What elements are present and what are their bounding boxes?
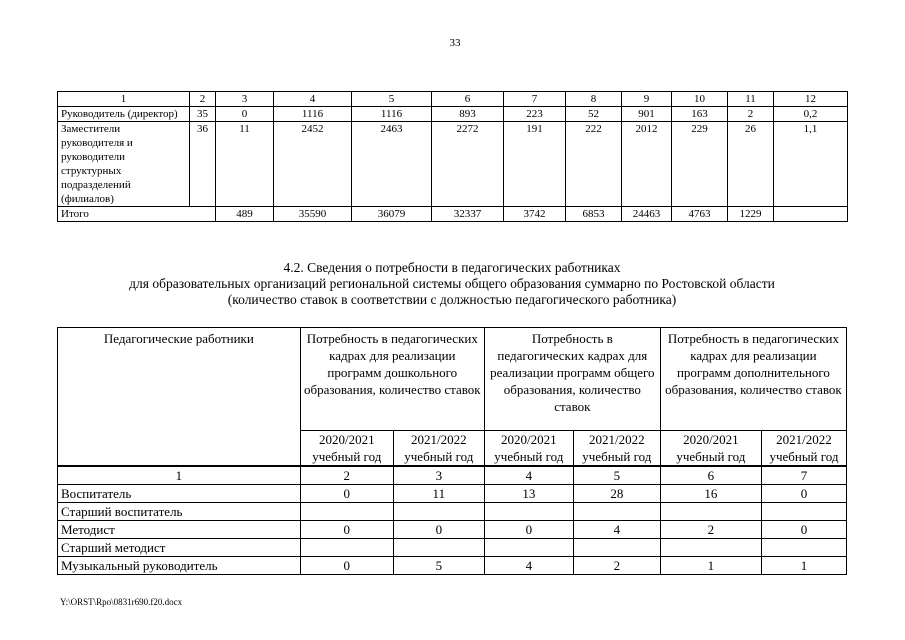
table-cell (393, 539, 484, 557)
table-cell (393, 503, 484, 521)
table-cell: 52 (566, 107, 622, 122)
table-cell: 28 (573, 485, 660, 503)
table-cell: 6 (432, 92, 504, 107)
table-cell: 36079 (352, 207, 432, 222)
table-cell: 4 (484, 466, 573, 485)
table-cell: 0 (216, 107, 274, 122)
table-cell: 4 (484, 557, 573, 575)
table-cell: 4 (274, 92, 352, 107)
table-cell: 10 (672, 92, 728, 107)
row-label: Музыкальный руководитель (58, 557, 301, 575)
table-cell: 1 (761, 557, 846, 575)
table-cell: 2 (300, 466, 393, 485)
table-cell: 0 (300, 521, 393, 539)
row-label: Методист (58, 521, 301, 539)
table-cell (300, 503, 393, 521)
row-label: Старший методист (58, 539, 301, 557)
table-cell: 0 (300, 557, 393, 575)
table-cell: 1116 (274, 107, 352, 122)
table-cell: 11 (216, 122, 274, 207)
staff-count-table (57, 91, 848, 222)
table-cell (660, 539, 761, 557)
table-cell (573, 539, 660, 557)
heading-line: 4.2. Сведения о потребности в педагогических работниках (283, 260, 621, 275)
total-row (58, 207, 848, 222)
table-cell: 8 (566, 92, 622, 107)
heading-line: для образовательных организаций региональной системы общего образования суммарно по Ростовской области (129, 276, 775, 291)
table-cell: 1229 (728, 207, 774, 222)
table-cell: 35590 (274, 207, 352, 222)
table-cell (774, 207, 848, 222)
row-label: Руководитель (директор) (58, 107, 190, 122)
table-cell (761, 539, 846, 557)
table-cell: 7 (504, 92, 566, 107)
table-cell (660, 503, 761, 521)
table-row (58, 122, 848, 207)
year-header: 2021/2022 учебный год (761, 431, 846, 467)
table-cell: 489 (216, 207, 274, 222)
table-cell: 1 (58, 466, 301, 485)
table-cell: 9 (622, 92, 672, 107)
table-cell: 13 (484, 485, 573, 503)
section-heading (57, 260, 847, 308)
table-row (58, 521, 847, 539)
table-cell: 2463 (352, 122, 432, 207)
table-cell: 163 (672, 107, 728, 122)
table-row (58, 503, 847, 521)
table-cell: 222 (566, 122, 622, 207)
year-header: 2020/2021 учебный год (660, 431, 761, 467)
table-cell: 32337 (432, 207, 504, 222)
table-cell: 1 (58, 92, 190, 107)
row-label: Старший воспитатель (58, 503, 301, 521)
table-cell: 0 (484, 521, 573, 539)
table-cell: 3 (393, 466, 484, 485)
table-cell: 223 (504, 107, 566, 122)
table-cell: 1116 (352, 107, 432, 122)
year-header: 2020/2021 учебный год (300, 431, 393, 467)
row-label: Заместители руководителя и руководители структурных подразделений (филиалов) (58, 122, 190, 207)
table-cell: 4 (573, 521, 660, 539)
table-cell: 5 (573, 466, 660, 485)
table-cell: 2452 (274, 122, 352, 207)
row-label: Воспитатель (58, 485, 301, 503)
table-cell: 4763 (672, 207, 728, 222)
table-cell: 1 (660, 557, 761, 575)
heading-line: (количество ставок в соответствии с должностью педагогического работника) (227, 292, 677, 307)
total-label: Итого (58, 207, 216, 222)
table-cell: 36 (190, 122, 216, 207)
table-cell: 5 (352, 92, 432, 107)
table-cell (573, 503, 660, 521)
table-cell: 2012 (622, 122, 672, 207)
table-cell (484, 539, 573, 557)
table-cell (300, 539, 393, 557)
page-number: 33 (449, 37, 461, 49)
table-row (58, 539, 847, 557)
table-cell: 2 (573, 557, 660, 575)
teacher-demand-table (57, 327, 847, 575)
table-cell (761, 503, 846, 521)
table-cell: 5 (393, 557, 484, 575)
table-cell: 0,2 (774, 107, 848, 122)
table-cell: 6 (660, 466, 761, 485)
table-cell: 16 (660, 485, 761, 503)
table-cell: 11 (728, 92, 774, 107)
table-cell: 229 (672, 122, 728, 207)
table-cell: 2 (190, 92, 216, 107)
table-cell: 35 (190, 107, 216, 122)
footer-file-path: Y:\ORST\Rpo\0831r690.f20.docx (60, 597, 183, 607)
table-row (58, 557, 847, 575)
column-header: Педагогические работники (58, 328, 301, 467)
table-cell: 6853 (566, 207, 622, 222)
table-cell: 2272 (432, 122, 504, 207)
table-cell: 901 (622, 107, 672, 122)
table-cell: 11 (393, 485, 484, 503)
table-cell: 2 (728, 107, 774, 122)
table-cell: 0 (393, 521, 484, 539)
table-header-row (58, 328, 847, 431)
table-cell: 0 (761, 485, 846, 503)
table-cell: 26 (728, 122, 774, 207)
table-cell: 3742 (504, 207, 566, 222)
table-cell (484, 503, 573, 521)
column-group-header: Потребность в педагогических кадрах для реализации программ дошкольного образования, количество ставок (300, 328, 484, 431)
table-cell: 191 (504, 122, 566, 207)
column-number-row (58, 466, 847, 485)
table-cell: 24463 (622, 207, 672, 222)
table-cell: 0 (300, 485, 393, 503)
year-header: 2020/2021 учебный год (484, 431, 573, 467)
table-header-row (58, 92, 848, 107)
column-group-header: Потребность в педагогических кадрах для реализации программ дополнительного образования, количество ставок (660, 328, 846, 431)
table-row (58, 485, 847, 503)
table-cell: 3 (216, 92, 274, 107)
table-cell: 0 (761, 521, 846, 539)
year-header: 2021/2022 учебный год (573, 431, 660, 467)
table-cell: 893 (432, 107, 504, 122)
column-group-header: Потребность в педагогических кадрах для реализации программ общего образования, количество ставок (484, 328, 660, 431)
table-cell: 2 (660, 521, 761, 539)
year-header: 2021/2022 учебный год (393, 431, 484, 467)
table-cell: 7 (761, 466, 846, 485)
table-row (58, 107, 848, 122)
table-cell: 12 (774, 92, 848, 107)
table-cell: 1,1 (774, 122, 848, 207)
